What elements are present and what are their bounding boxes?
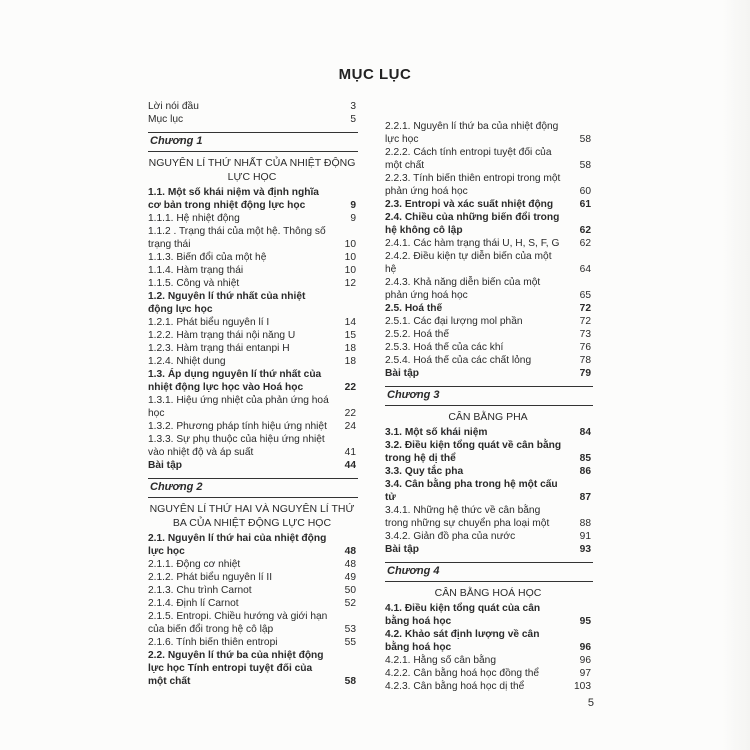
toc-entry-text: 1.1.5. Công và nhiệt [148, 278, 240, 289]
toc-section-entry [148, 459, 356, 472]
toc-entry-text: Mục lục [148, 114, 184, 125]
toc-entry [148, 355, 356, 368]
toc-entry-text: 1.2.3. Hàm trạng thái entanpi H [148, 343, 290, 354]
toc-entry [148, 597, 356, 610]
toc-entry-page: 76 [579, 342, 591, 353]
toc-entry-text: Bài tập [385, 368, 419, 379]
toc-entry-text: Bài tập [385, 544, 419, 555]
toc-entry-text: 2.5.2. Hoá thế [385, 329, 450, 340]
toc-entry [385, 354, 591, 367]
toc-entry-text: 1.1. Một số khái niệm và định nghĩa cơ bản trong nhiệt động lực học [148, 187, 319, 211]
toc-entry-page: 24 [344, 421, 356, 432]
toc-section-entry [385, 211, 591, 237]
toc-entry-page: 22 [344, 382, 356, 393]
toc-entry-page: 48 [344, 559, 356, 570]
toc-entry-text: 4.2.2. Cân bằng hoá học đồng thể [385, 668, 540, 679]
toc-entry [385, 250, 591, 276]
toc-section-entry [148, 186, 356, 212]
toc-entry-page: 61 [579, 199, 591, 210]
toc-entry [385, 680, 591, 693]
toc-entry-text: 1.1.3. Biến đổi của một hệ [148, 252, 267, 263]
toc-entry-text: 1.1.4. Hàm trạng thái [148, 265, 244, 276]
toc-entry-page: 73 [579, 329, 591, 340]
toc-entry-text: 2.4.2. Điều kiện tự diễn biến của một hệ [385, 251, 552, 275]
toc-entry-page: 87 [579, 492, 591, 503]
toc-section-entry [148, 368, 356, 394]
toc-entry-page: 72 [579, 303, 591, 314]
toc-entry-page: 93 [579, 544, 591, 555]
toc-entry [385, 172, 591, 198]
toc-entry-text: 1.3.2. Phương pháp tính hiệu ứng nhiệt [148, 421, 327, 432]
toc-section-entry [148, 649, 356, 688]
toc-entry [385, 530, 591, 543]
toc-entry-text: 2.1.3. Chu trình Carnot [148, 585, 252, 596]
toc-entry-text: 2.1.6. Tính biến thiên entropi [148, 637, 278, 648]
toc-entry [148, 558, 356, 571]
toc-entry-page: 41 [344, 447, 356, 458]
toc-entry-page: 9 [350, 200, 356, 211]
toc-entry [148, 113, 356, 126]
toc-entry-page: 52 [344, 598, 356, 609]
toc-entry-text: 2.5.4. Hoá thế của các chất lỏng [385, 355, 532, 366]
toc-entry-text: 2.2.3. Tính biến thiên entropi trong một phản ứng hoá học [385, 173, 561, 197]
toc-section-entry [385, 367, 591, 380]
toc-section-entry [385, 302, 591, 315]
toc-entry-page: 22 [344, 408, 356, 419]
toc-entry-text: 4.2.1. Hằng số cân bằng [385, 655, 497, 666]
toc-entry-text: 3.4.1. Những hệ thức về cân bằng trong những sự chuyển pha loại một [385, 505, 550, 529]
toc-section-entry [385, 628, 591, 654]
toc-section-entry [148, 290, 356, 316]
toc-entry-text: 2.1.2. Phát biểu nguyên lí II [148, 572, 273, 583]
toc-entry-page: 58 [579, 134, 591, 145]
toc-entry-page: 48 [344, 546, 356, 557]
toc-section-entry [385, 478, 591, 504]
toc-entry [385, 237, 591, 250]
chapter-label: Chương 3 [385, 386, 593, 406]
chapter-title: CÂN BẰNG HOÁ HỌC [434, 587, 542, 599]
toc-section-entry [385, 543, 591, 556]
toc-entry-text: 2.1.1. Động cơ nhiệt [148, 559, 241, 570]
toc-entry [385, 654, 591, 667]
toc-entry [385, 276, 591, 302]
toc-entry-text: 2.1.4. Định lí Carnot [148, 598, 239, 609]
toc-entry-page: 72 [579, 316, 591, 327]
toc-entry-text: 2.4.1. Các hàm trạng thái U, H, S, F, G [385, 238, 560, 249]
toc-entry-page: 88 [579, 518, 591, 529]
toc-entry-page: 64 [579, 264, 591, 275]
toc-entry-page: 10 [344, 252, 356, 263]
toc-entry-page: 91 [579, 531, 591, 542]
toc-entry-page: 96 [579, 655, 591, 666]
toc-section-entry [148, 532, 356, 558]
toc-entry-text: 2.4. Chiều của những biến đổi trong hệ không cô lập [385, 212, 560, 236]
chapter-label: Chương 2 [148, 478, 358, 498]
toc-entry [148, 251, 356, 264]
toc-entry-text: 3.4.2. Giản đồ pha của nước [385, 531, 516, 542]
toc-entry [148, 342, 356, 355]
toc-entry-page: 95 [579, 616, 591, 627]
chapter-label: Chương 1 [148, 132, 358, 152]
toc-entry-page: 78 [579, 355, 591, 366]
toc-entry-text: Lời nói đầu [148, 101, 199, 112]
toc-entry-page: 96 [579, 642, 591, 653]
toc-entry-text: 1.2.4. Nhiệt dung [148, 356, 226, 367]
toc-entry-page: 9 [350, 213, 356, 224]
toc-entry [148, 100, 356, 113]
toc-entry-text: 1.2. Nguyên lí thứ nhất của nhiệt động lực học [148, 291, 306, 315]
toc-entry-text: 1.2.1. Phát biểu nguyên lí I [148, 317, 270, 328]
toc-entry-text: 1.3. Áp dụng nguyên lí thứ nhất của nhiệt động lực học vào Hoá học [148, 369, 322, 393]
toc-entry-page: 58 [344, 676, 356, 687]
toc-entry-page: 15 [344, 330, 356, 341]
toc-entry-page: 10 [344, 265, 356, 276]
toc-entry-text: 3.3. Quy tắc pha [385, 466, 464, 477]
toc-entry [148, 571, 356, 584]
toc-entry-text: Bài tập [148, 460, 182, 471]
toc-entry-page: 62 [579, 238, 591, 249]
toc-entry-page: 85 [579, 453, 591, 464]
page-number: 5 [587, 697, 594, 709]
chapter-title: NGUYÊN LÍ THỨ NHẤT CỦA NHIỆT ĐỘNG LỰC HỌC [148, 157, 356, 183]
toc-entry [148, 420, 356, 433]
toc-entry [148, 329, 356, 342]
chapter-title: CÂN BẰNG PHA [448, 411, 528, 423]
toc-entry-page: 53 [344, 624, 356, 635]
toc-entry [385, 120, 591, 146]
toc-entry-text: 2.2. Nguyên lí thứ ba của nhiệt động lực học Tính entropi tuyệt đối của một chất [148, 650, 324, 687]
page-fold-shadow [722, 0, 750, 750]
toc-section-entry [385, 426, 591, 439]
toc-entry-page: 12 [344, 278, 356, 289]
toc-entry-page: 5 [350, 114, 356, 125]
toc-entry [148, 225, 356, 251]
toc-left-column [148, 100, 356, 688]
toc-entry-text: 2.5.3. Hoá thế của các khí [385, 342, 504, 353]
toc-section-entry [385, 465, 591, 478]
toc-entry-page: 44 [344, 460, 356, 471]
chapter-title: NGUYÊN LÍ THỨ HAI VÀ NGUYÊN LÍ THỨ BA CỦA NHIỆT ĐỘNG LỰC HỌC [149, 503, 355, 529]
toc-entry-text: 3.2. Điều kiện tổng quát về cân bằng trong hệ dị thể [385, 440, 562, 464]
toc-entry-text: 2.1. Nguyên lí thứ hai của nhiệt động lực học [148, 533, 327, 557]
toc-entry [148, 394, 356, 420]
toc-entry-text: 2.4.3. Khả năng diễn biến của một phản ứng hoá học [385, 277, 541, 301]
page-title: MỤC LỤC [338, 66, 412, 83]
toc-section-entry [385, 439, 591, 465]
toc-entry-page: 86 [579, 466, 591, 477]
toc-entry-text: 2.3. Entropi và xác suất nhiệt động [385, 199, 554, 210]
toc-entry-page: 14 [344, 317, 356, 328]
toc-entry-text: 1.1.1. Hệ nhiệt động [148, 213, 240, 224]
toc-entry-page: 18 [344, 343, 356, 354]
toc-entry [385, 315, 591, 328]
toc-entry [148, 610, 356, 636]
toc-entry-page: 55 [344, 637, 356, 648]
toc-entry-page: 62 [579, 225, 591, 236]
toc-section-entry [385, 602, 591, 628]
toc-entry-page: 18 [344, 356, 356, 367]
toc-entry [385, 504, 591, 530]
toc-entry-text: 3.1. Một số khái niệm [385, 427, 488, 438]
toc-entry-text: 4.2. Khảo sát định lượng về cân bằng hoá học [385, 629, 540, 653]
toc-entry [385, 328, 591, 341]
toc-entry-text: 1.2.2. Hàm trạng thái nội năng U [148, 330, 296, 341]
toc-entry-text: 3.4. Cân bằng pha trong hệ một cấu tử [385, 479, 558, 503]
chapter-label: Chương 4 [385, 562, 593, 582]
toc-entry-page: 50 [344, 585, 356, 596]
toc-entry-page: 65 [579, 290, 591, 301]
toc-entry-page: 84 [579, 427, 591, 438]
toc-section-entry [385, 198, 591, 211]
toc-entry-text: 1.1.2 . Trạng thái của một hệ. Thông số trạng thái [148, 226, 326, 250]
toc-entry-text: 2.5.1. Các đại lượng mol phần [385, 316, 523, 327]
toc-entry [148, 212, 356, 225]
toc-entry-text: 1.3.3. Sự phụ thuộc của hiệu ứng nhiệt vào nhiệt độ và áp suất [148, 434, 325, 458]
toc-entry-text: 1.3.1. Hiệu ứng nhiệt của phản ứng hoá học [148, 395, 329, 419]
toc-entry-page: 97 [579, 668, 591, 679]
toc-entry [385, 341, 591, 354]
toc-entry-page: 58 [579, 160, 591, 171]
toc-entry [148, 316, 356, 329]
toc-entry [148, 433, 356, 459]
toc-entry [385, 146, 591, 172]
toc-right-column [385, 120, 591, 693]
toc-entry-page: 3 [350, 101, 356, 112]
toc-entry-text: 2.2.1. Nguyên lí thứ ba của nhiệt động lực học [385, 121, 559, 145]
toc-entry-text: 2.1.5. Entropi. Chiều hướng và giới hạn của biến đổi trong hệ cô lập [148, 611, 328, 635]
toc-entry-page: 79 [579, 368, 591, 379]
toc-entry [148, 277, 356, 290]
toc-entry-page: 60 [579, 186, 591, 197]
toc-entry [148, 636, 356, 649]
toc-entry-page: 103 [574, 681, 591, 692]
toc-entry-text: 2.2.2. Cách tính entropi tuyệt đối của một chất [385, 147, 552, 171]
toc-entry-page: 10 [344, 239, 356, 250]
toc-entry [148, 264, 356, 277]
toc-entry-page: 49 [344, 572, 356, 583]
toc-entry [385, 667, 591, 680]
toc-entry-text: 2.5. Hoá thế [385, 303, 443, 314]
toc-entry-text: 4.2.3. Cân bằng hoá học dị thể [385, 681, 525, 692]
toc-entry-text: 4.1. Điều kiện tổng quát của cân bằng hoá học [385, 603, 541, 627]
toc-entry [148, 584, 356, 597]
